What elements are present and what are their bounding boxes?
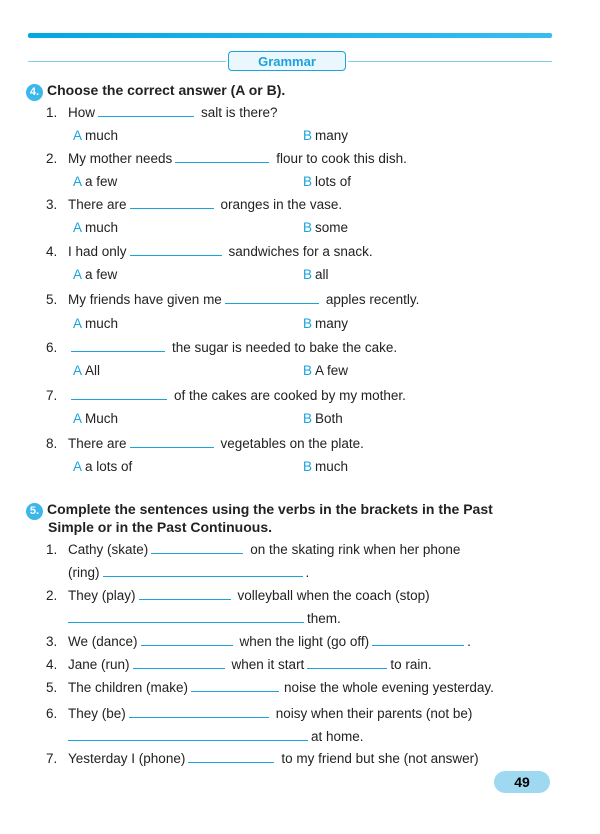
answer-blank[interactable]	[71, 387, 167, 400]
answer-blank[interactable]	[129, 705, 269, 718]
answer-blank[interactable]	[141, 633, 233, 646]
ex4-q1-option-a[interactable]: A much	[73, 128, 119, 143]
exercise-4-instruction: Choose the correct answer (A or B).	[47, 82, 286, 98]
ex4-q8-option-b[interactable]: B much	[303, 459, 349, 474]
ex4-question-6: 6. the sugar is needed to bake the cake.	[46, 340, 398, 355]
answer-blank[interactable]	[68, 728, 308, 741]
answer-blank[interactable]	[130, 243, 222, 256]
ex4-question-7: 7. of the cakes are cooked by my mother.	[46, 388, 406, 403]
ex5-sentence-3: 3. We (dance) when the light (go off) .	[46, 634, 471, 649]
ex5-sentence-6-cont: at home.	[68, 728, 364, 746]
section-rule-right	[348, 61, 552, 62]
ex5-sentence-2-cont: them.	[68, 610, 341, 628]
answer-blank[interactable]	[372, 633, 464, 646]
section-tag: Grammar	[228, 51, 346, 71]
ex4-q7-option-b[interactable]: B Both	[303, 411, 343, 426]
answer-blank[interactable]	[130, 435, 214, 448]
ex4-q3-option-b[interactable]: B some	[303, 220, 349, 235]
ex4-q6-option-b[interactable]: B A few	[303, 363, 349, 378]
top-accent-bar	[28, 33, 552, 38]
exercise-5-instruction-line-1: Complete the sentences using the verbs in the brackets in the Past	[47, 501, 493, 517]
ex4-q5-option-a[interactable]: A much	[73, 316, 119, 331]
ex4-q4-option-a[interactable]: A a few	[73, 267, 118, 282]
answer-blank[interactable]	[139, 587, 231, 600]
ex4-question-1: 1. How salt is there?	[46, 105, 278, 120]
exercise-5-instruction-line-2: Simple or in the Past Continuous.	[48, 519, 273, 535]
ex5-sentence-5: 5. The children (make) noise the whole evening yesterday.	[46, 680, 494, 695]
ex5-sentence-1-cont: (ring) .	[68, 565, 310, 580]
ex4-question-8: 8. There are vegetables on the plate.	[46, 436, 364, 451]
ex4-q6-option-a[interactable]: A All	[73, 363, 101, 378]
ex5-sentence-6: 6. They (be) noisy when their parents (not be)	[46, 706, 473, 721]
exercise-4-badge: 4.	[26, 84, 43, 101]
answer-blank[interactable]	[68, 610, 304, 623]
answer-blank[interactable]	[175, 150, 269, 163]
answer-blank[interactable]	[133, 656, 225, 669]
ex4-question-4: 4. I had only sandwiches for a snack.	[46, 244, 373, 259]
ex4-q4-option-b[interactable]: B all	[303, 267, 329, 282]
ex4-q3-option-a[interactable]: A much	[73, 220, 119, 235]
exercise-5-badge: 5.	[26, 503, 43, 520]
answer-blank[interactable]	[98, 104, 194, 117]
ex4-q5-option-b[interactable]: B many	[303, 316, 349, 331]
ex4-q1-option-b[interactable]: B many	[303, 128, 349, 143]
ex4-question-2: 2. My mother needs flour to cook this dish.	[46, 151, 407, 166]
ex4-q2-option-b[interactable]: B lots of	[303, 174, 352, 189]
ex4-q2-option-a[interactable]: A a few	[73, 174, 118, 189]
ex4-question-3: 3. There are oranges in the vase.	[46, 197, 343, 212]
exercise-4-heading	[26, 81, 285, 101]
answer-blank[interactable]	[188, 750, 274, 763]
exercise-5-heading	[26, 500, 493, 520]
ex4-q7-option-a[interactable]: A Much	[73, 411, 119, 426]
answer-blank[interactable]	[307, 656, 387, 669]
section-rule-left	[28, 61, 226, 62]
answer-blank[interactable]	[130, 196, 214, 209]
ex5-sentence-4: 4. Jane (run) when it start to rain.	[46, 657, 432, 672]
answer-blank[interactable]	[103, 564, 303, 577]
ex5-sentence-7: 7. Yesterday I (phone) to my friend but she (not answer)	[46, 751, 479, 766]
page-number: 49	[494, 771, 550, 793]
ex4-question-5: 5. My friends have given me apples recently.	[46, 292, 420, 307]
answer-blank[interactable]	[151, 541, 243, 554]
answer-blank[interactable]	[71, 339, 165, 352]
answer-blank[interactable]	[225, 291, 319, 304]
ex5-sentence-1: 1. Cathy (skate) on the skating rink when her phone	[46, 542, 461, 557]
answer-blank[interactable]	[191, 679, 279, 692]
ex4-q8-option-a[interactable]: A a lots of	[73, 459, 133, 474]
ex5-sentence-2: 2. They (play) volleyball when the coach (stop)	[46, 588, 430, 603]
